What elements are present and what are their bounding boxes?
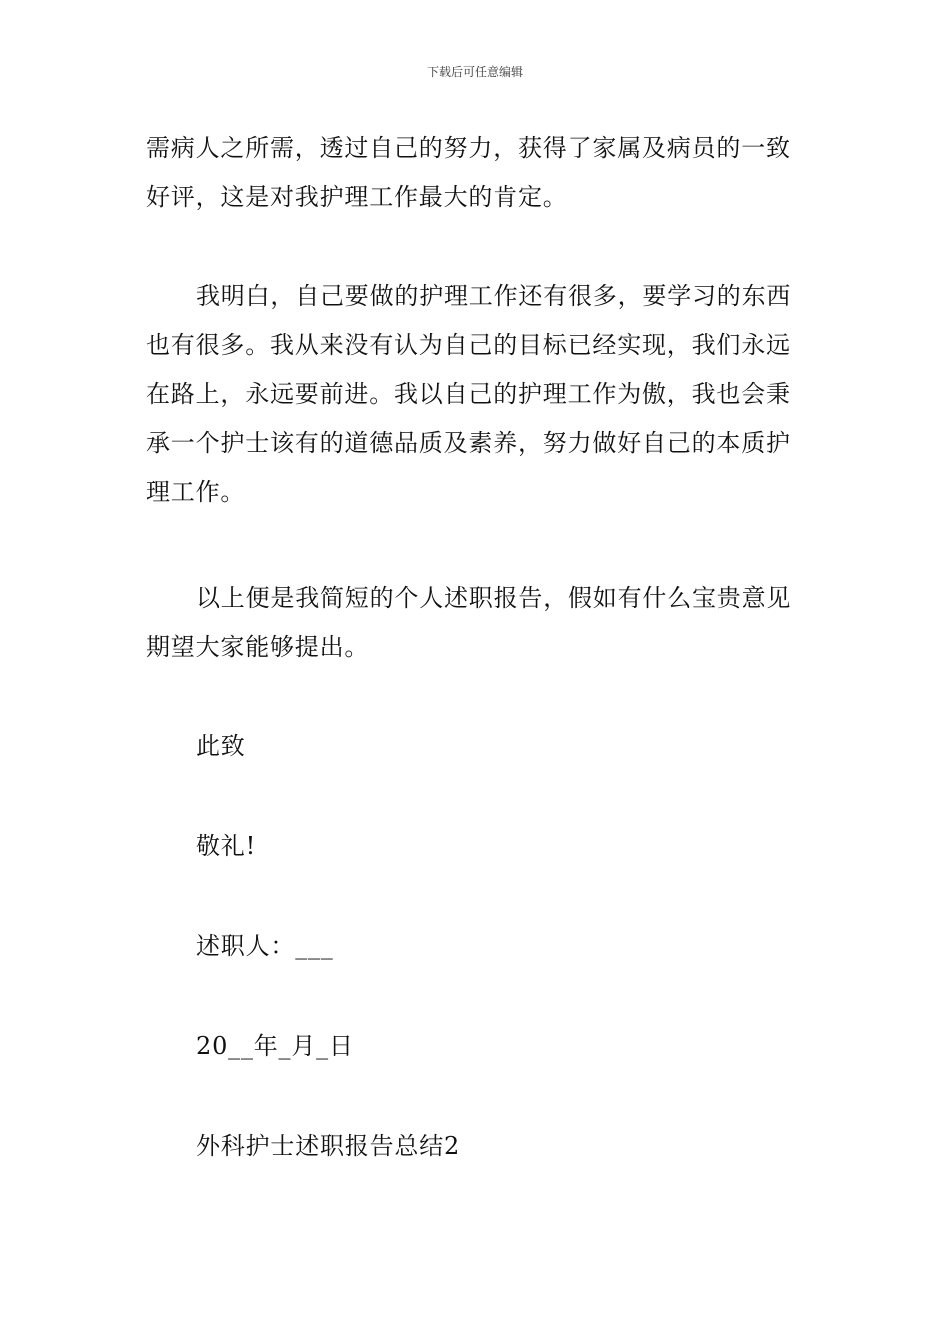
- page-header: 下载后可任意编辑: [426, 65, 523, 79]
- closing-salutation: 此致: [196, 732, 246, 760]
- paragraph-reflection: 我明白，自己要做的护理工作还有很多，要学习的东西也有很多。我从来没有认为自己的目标已经实现，我们永远在路上，永远要前进。我以自己的护理工作为傲，我也会秉承一个护士该有的道德品质及素养，努力做好自己的本质护理工作。: [146, 282, 792, 506]
- reporter-signature-line: 述职人：___: [196, 932, 334, 960]
- closing-regards: 敬礼!: [196, 832, 257, 860]
- paragraph-continuation: 需病人之所需，透过自己的努力，获得了家属及病员的一致好评，这是对我护理工作最大的肯定。: [146, 134, 791, 211]
- date-line: 20__年_月_日: [196, 1032, 354, 1060]
- next-section-title: 外科护士述职报告总结2: [196, 1132, 461, 1160]
- paragraph-conclusion: 以上便是我简短的个人述职报告，假如有什么宝贵意见期望大家能够提出。: [146, 584, 792, 661]
